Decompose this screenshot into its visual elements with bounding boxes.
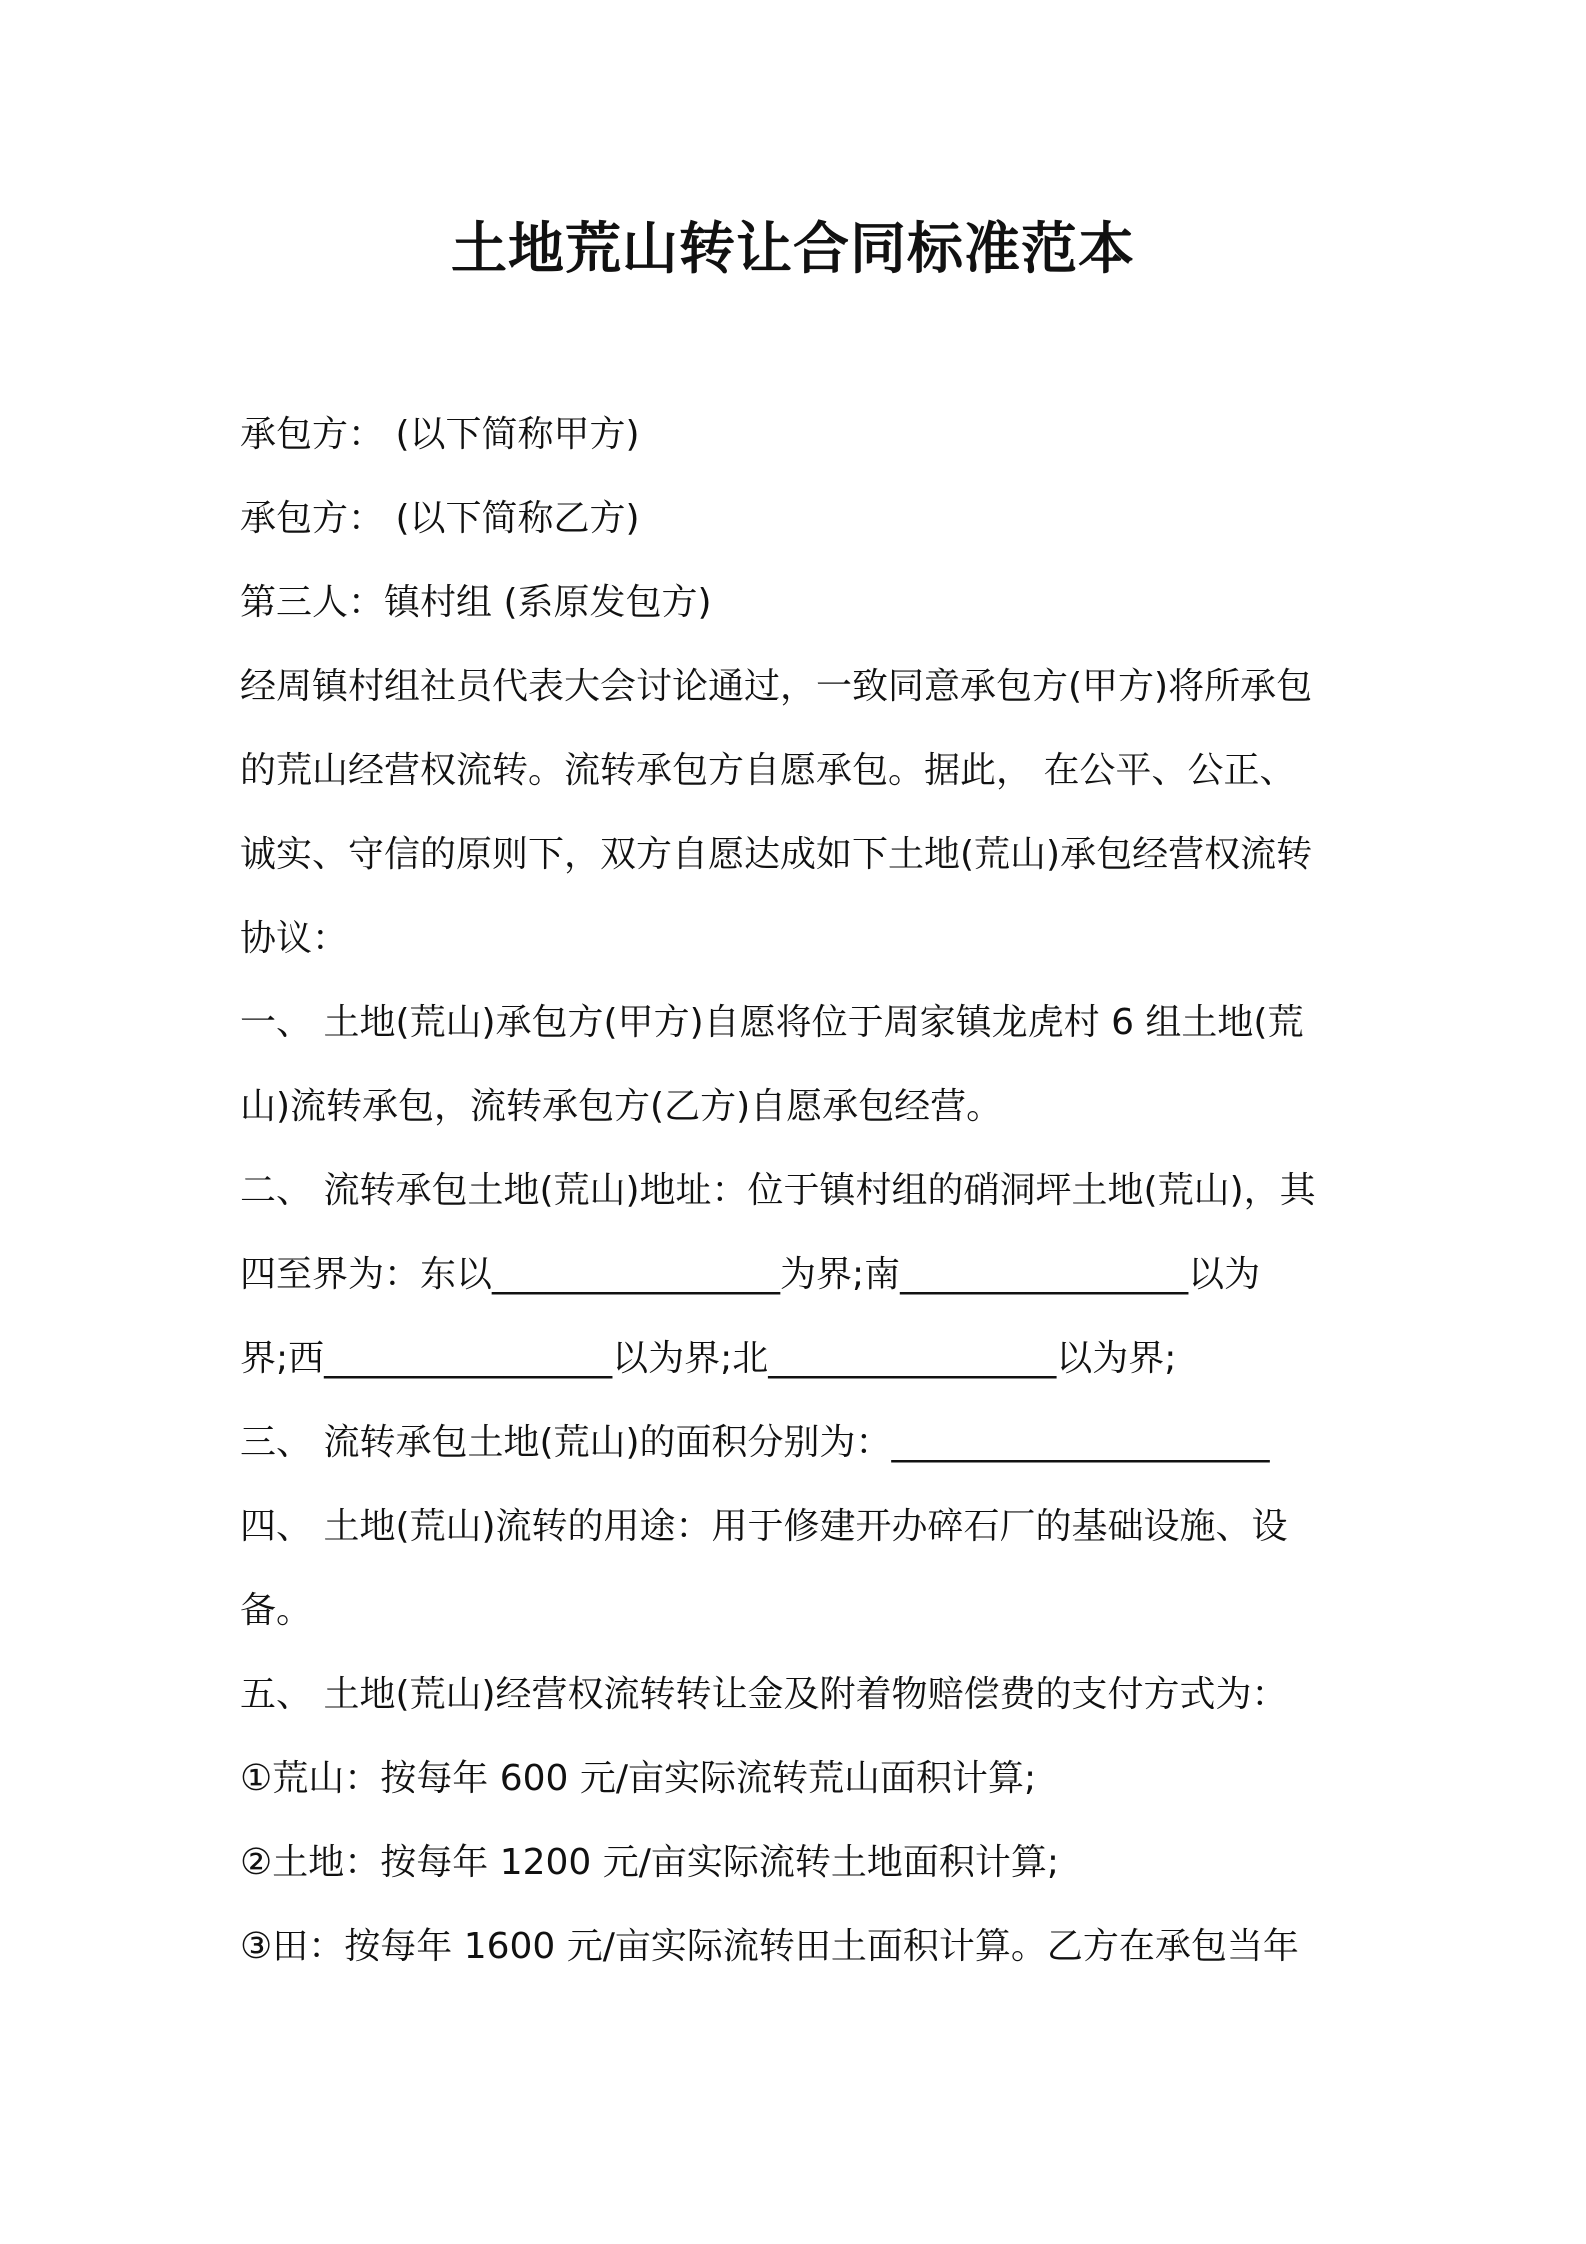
clause-2-line-2: 四至界为：东以________________为界;南________________以为 (240, 1254, 1261, 1295)
clause-4-line-2: 备。 (240, 1590, 313, 1631)
clause-4-line-1: 四、 土地(荒山)流转的用途：用于修建开办碎石厂的基础设施、设 (240, 1506, 1288, 1547)
preamble-line-1: 经周镇村组社员代表大会讨论通过，一致同意承包方(甲方)将所承包 (240, 666, 1313, 707)
preamble-line-4: 协议： (240, 918, 349, 959)
clause-5-item-2: ②土地：按每年 1200 元/亩实际流转土地面积计算; (240, 1842, 1060, 1883)
third-party-line: 第三人：镇村组 (系原发包方) (240, 582, 712, 623)
party-b-line: 承包方： (以下简称乙方) (240, 498, 640, 539)
clause-1-line-2: 山)流转承包，流转承包方(乙方)自愿承包经营。 (240, 1086, 1003, 1127)
document-title: 土地荒山转让合同标准范本 (451, 217, 1135, 282)
preamble-line-3: 诚实、守信的原则下，双方自愿达成如下土地(荒山)承包经营权流转 (240, 834, 1313, 875)
clause-3-line-1: 三、 流转承包土地(荒山)的面积分别为：_____________________ (240, 1422, 1270, 1463)
preamble-line-2: 的荒山经营权流转。流转承包方自愿承包。据此， 在公平、公正、 (240, 750, 1296, 791)
party-a-line: 承包方： (以下简称甲方) (240, 414, 640, 455)
clause-5-item-3: ③田：按每年 1600 元/亩实际流转田土面积计算。乙方在承包当年 (240, 1926, 1299, 1967)
clause-5-line-1: 五、 土地(荒山)经营权流转转让金及附着物赔偿费的支付方式为： (240, 1674, 1288, 1715)
clause-5-item-1: ①荒山：按每年 600 元/亩实际流转荒山面积计算; (240, 1758, 1037, 1799)
clause-2-line-3: 界;西________________以为界;北________________以为界; (240, 1338, 1177, 1379)
clause-2-line-1: 二、 流转承包土地(荒山)地址：位于镇村组的硝洞坪土地(荒山)，其 (240, 1170, 1316, 1211)
clause-1-line-1: 一、 土地(荒山)承包方(甲方)自愿将位于周家镇龙虎村 6 组土地(荒 (240, 1002, 1304, 1043)
